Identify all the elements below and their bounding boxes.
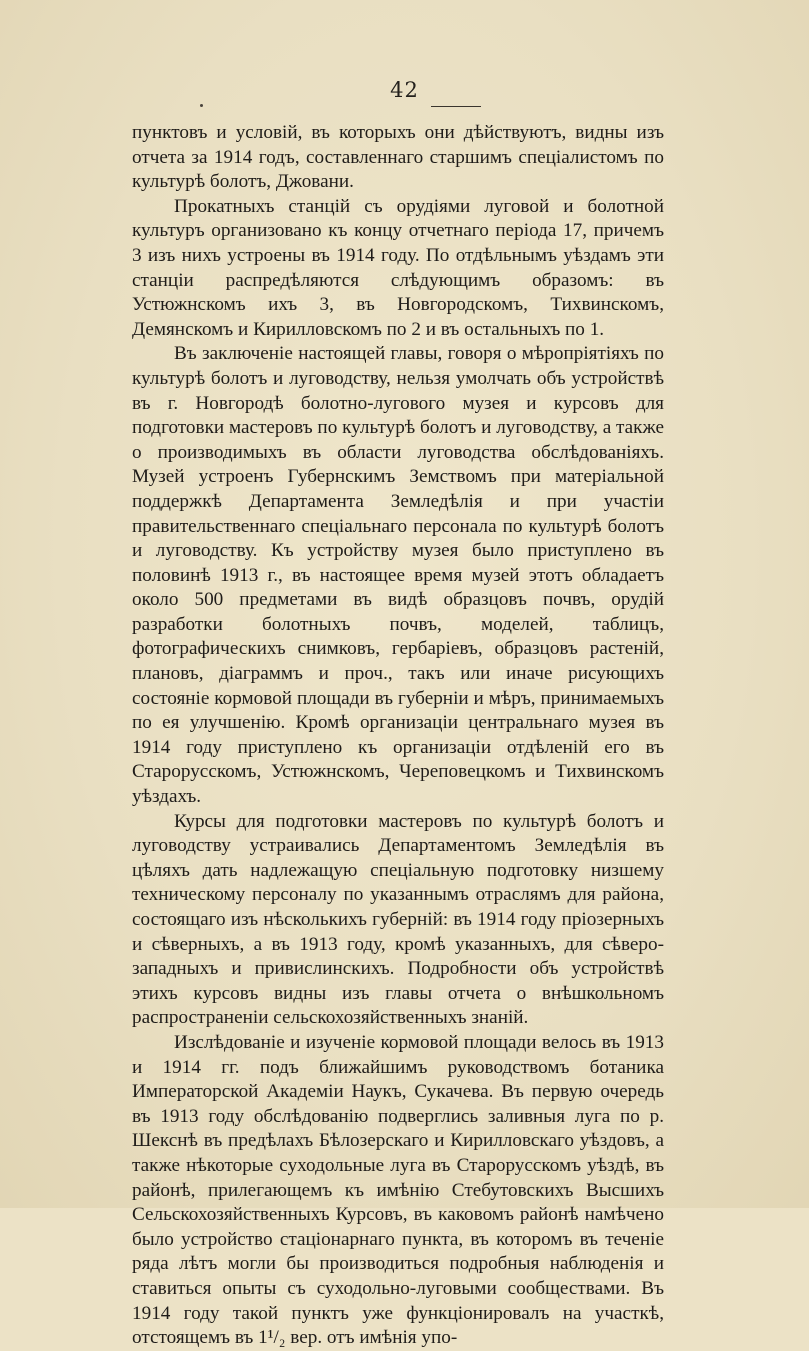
paragraph: Изслѣдованіе и изученіе кормовой площади велось въ 1913 и 1914 гг. подъ ближайшимъ руководствомъ ботаника Императорской Академіи Наукъ, Сукачева. Въ первую очередь въ 1913 году обслѣдованію подверглись заливныя луга по р. Шекснѣ въ предѣлахъ Бѣлозерскаго и Кирилловскаго уѣздовъ, а также нѣкоторые суходольные луга въ Старорусскомъ уѣздѣ, въ районѣ, прилегающемъ къ имѣнію Стебутовскихъ Высшихъ Сельскохозяйственныхъ Курсовъ, въ каковомъ районѣ намѣчено было устройство стаціонарнаго пункта, въ которомъ въ теченіе ряда лѣтъ могли бы производиться подробныя наблюденія и ставиться опыты съ суходольно-луговыми сообществами. Въ 1914 году такой пунктъ уже функціонировалъ на участкѣ, отстоящемъ въ 1¹/₂ вер. отъ имѣнія упо- (132, 1031, 664, 1349)
paragraph: Въ заключеніе настоящей главы, говоря о мѣропріятіяхъ по культурѣ болотъ и луговодству, нельзя умолчать объ устройствѣ въ г. Новгородѣ болотно-лугового музея и курсовъ для подготовки мастеровъ по культурѣ болотъ и луговодству, а также о производимыхъ въ области луговодства обслѣдованіяхъ. Музей устроенъ Губернскимъ Земствомъ при матеріальной поддержкѣ Департамента Земледѣлія и при участіи правительственнаго спеціальнаго персонала по культурѣ болотъ и луговодству. Къ устройству музея было приступлено въ половинѣ 1913 г., въ настоящее время музей этотъ обладаетъ около 500 предметами въ видѣ образцовъ почвъ, орудій разработки болотныхъ почвъ, моделей, таблицъ, фотографическихъ снимковъ, гербаріевъ, образцовъ растеній, плановъ, діаграммъ и проч., такъ или иначе рисующихъ состояніе кормовой площади въ губерніи и мѣръ, принимаемыхъ по ея улучшенію. Кромѣ организаціи центральнаго музея въ 1914 году приступлено къ организаціи отдѣленій его въ Старорусскомъ, Устюжнскомъ, Череповецкомъ и Тихвинскомъ уѣздахъ. (132, 343, 664, 808)
paragraph: Курсы для подготовки мастеровъ по культурѣ болотъ и луговодству устраивались Департаментомъ Земледѣлія въ цѣляхъ дать надлежащую спеціальную подготовку низшему техническому персоналу по указаннымъ отраслямъ для района, состоящаго изъ нѣсколькихъ губерній: въ 1914 году пріозерныхъ и сѣверныхъ, а въ 1913 году, кромѣ указанныхъ, для сѣверо-западныхъ и привислинскихъ. Подробности объ устройствѣ этихъ курсовъ видны изъ главы отчета о внѣшкольномъ распространеніи сельскохозяйственныхъ знаній. (132, 810, 664, 1029)
page-number: 42 (390, 78, 419, 102)
paragraph: Прокатныхъ станцій съ орудіями луговой и болотной культуръ организовано къ концу отчетнаго періода 17, причемъ 3 изъ нихъ устроены въ 1914 году. По отдѣльнымъ уѣздамъ эти станціи распредѣляются слѣдующимъ образомъ: въ Устюжнскомъ ихъ 3, въ Новгородскомъ, Тихвинскомъ, Демянскомъ и Кирилловскомъ по 2 и въ остальныхъ по 1. (132, 195, 664, 340)
body-text (132, 121, 664, 1351)
paragraph: пунктовъ и условій, въ которыхъ они дѣйствуютъ, видны изъ отчета за 1914 годъ, составленнаго старшимъ спеціалистомъ по культурѣ болотъ, Джовани. (132, 122, 664, 193)
page-number-underline (431, 106, 481, 107)
ink-speck (200, 104, 203, 107)
